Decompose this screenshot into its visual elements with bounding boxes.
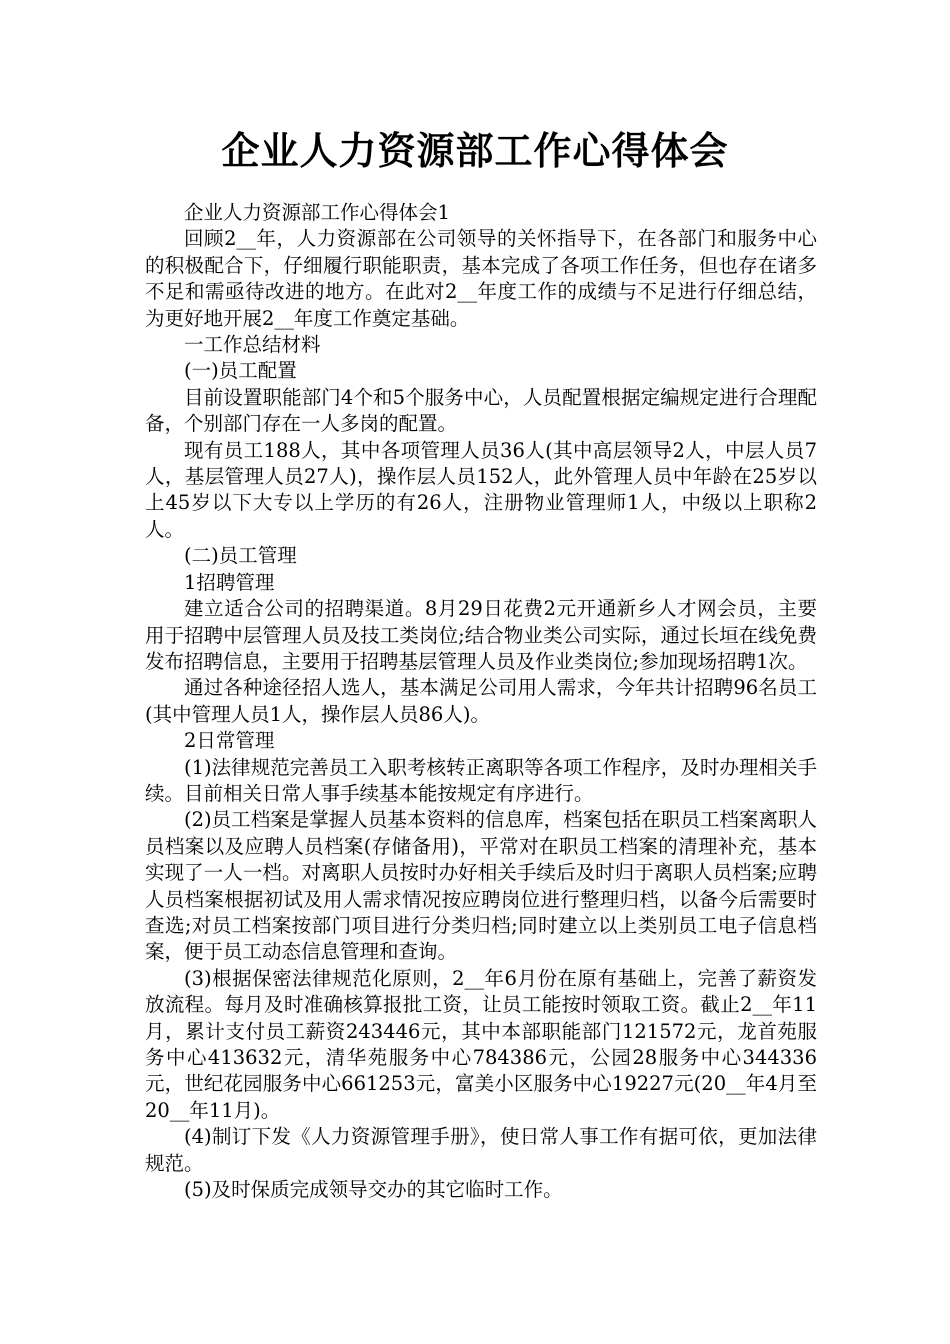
section-heading: (一)员工配置 (184, 359, 297, 383)
section-heading: 一工作总结材料 (184, 333, 321, 357)
paragraph: (1)法律规范完善员工入职考核转正离职等各项工作程序，及时办理相关手续。目前相关日常人事手续基本能按规定有序进行。 (145, 755, 817, 805)
section-heading: 1招聘管理 (184, 570, 275, 594)
paragraph: 企业人力资源部工作心得体会1 (184, 201, 450, 224)
paragraph: (5)及时保质完成领导交办的其它临时工作。 (184, 1178, 563, 1202)
document-title: 企业人力资源部工作心得体会 (221, 128, 729, 173)
section-heading: 2日常管理 (184, 729, 275, 753)
paragraph: 回顾2__年，人力资源部在公司领导的关怀指导下，在各部门和服务中心的积极配合下，仔细履行职能职责，基本完成了各项工作任务，但也存在诸多不足和需亟待改进的地方。在此对2__年度工作的成绩与不足进行仔细总结，为更好地开展2__年度工作奠定基础。 (145, 227, 817, 330)
paragraph: 现有员工188人，其中各项管理人员36人(其中高层领导2人，中层人员7人，基层管理人员27人)，操作层人员152人，此外管理人员中年龄在25岁以上45岁以下大专以上学历的有26人，注册物业管理师1人，中级以上职称2人。 (145, 438, 817, 541)
paragraph: (2)员工档案是掌握人员基本资料的信息库，档案包括在职员工档案离职人员档案以及应聘人员档案(存储备用)，平常对在职员工档案的清理补充，基本实现了一人一档。对离职人员按时办好相关手续后及时归于离职人员档案;应聘人员档案根据初试及用人需求情况按应聘岗位进行整理归档，以备今后需要时查选;对员工档案按部门项目进行分类归档;同时建立以上类别员工电子信息档案，便于员工动态信息管理和查询。 (145, 808, 817, 964)
paragraph: 通过各种途径招人选人，基本满足公司用人需求，今年共计招聘96名员工(其中管理人员1人，操作层人员86人)。 (145, 676, 817, 726)
paragraph: (3)根据保密法律规范化原则，2__年6月份在原有基础上，完善了薪资发放流程。每月及时准确核算报批工资，让员工能按时领取工资。截止2__年11月，累计支付员工薪资243446元，其中本部职能部门121572元，龙首苑服务中心413632元，清华苑服务中心784386元，公园28服务中心344336元，世纪花园服务中心661253元，富美小区服务中心19227元(20__年4月至20__年11月)。 (145, 966, 817, 1122)
document-body (145, 200, 817, 1203)
section-heading: (二)员工管理 (184, 544, 297, 568)
paragraph: 建立适合公司的招聘渠道。8月29日花费2元开通新乡人才网会员，主要用于招聘中层管理人员及技工类岗位;结合物业类公司实际，通过长垣在线免费发布招聘信息，主要用于招聘基层管理人员及作业类岗位;参加现场招聘1次。 (145, 597, 817, 673)
paragraph: (4)制订下发《人力资源管理手册》，使日常人事工作有据可依，更加法律规范。 (145, 1125, 817, 1175)
paragraph: 目前设置职能部门4个和5个服务中心，人员配置根据定编规定进行合理配备，个别部门存在一人多岗的配置。 (145, 385, 817, 436)
